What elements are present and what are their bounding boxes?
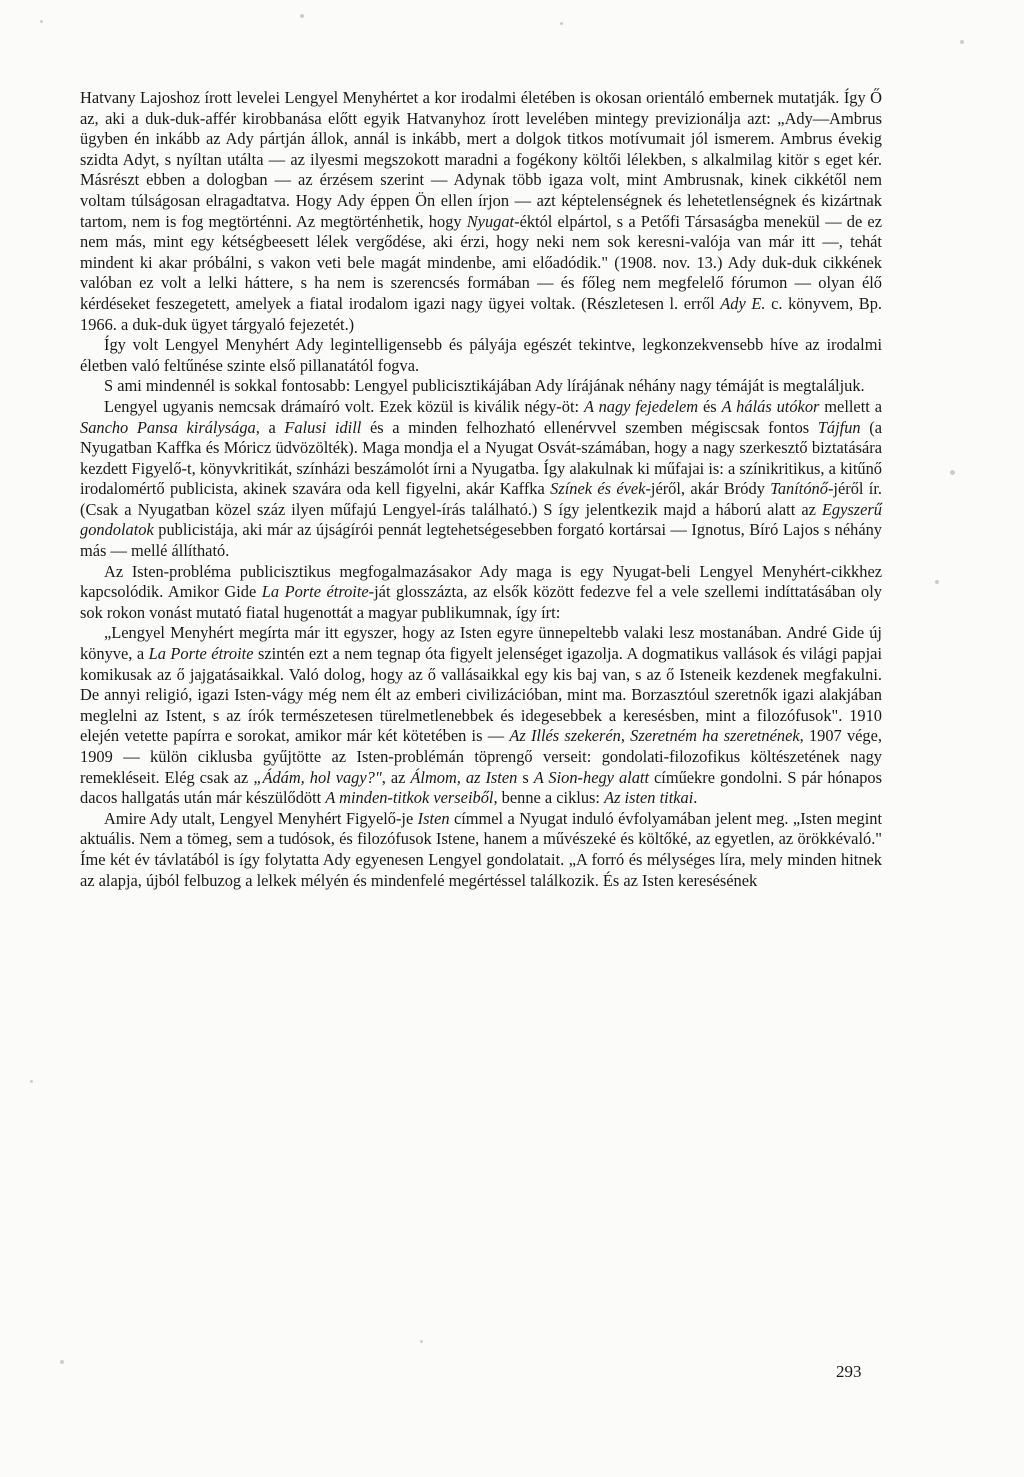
text-run: Így volt Lengyel Menyhért Ady legintelligensebb és pályája egészét tekintve, legkonzekvensebb híve az irodalmi életben való feltűnése szinte első pillanatától fogva. bbox=[80, 335, 882, 375]
paragraph bbox=[80, 562, 882, 624]
scan-speckle bbox=[950, 470, 955, 475]
italic-text: „Ádám, hol vagy?" bbox=[253, 767, 382, 787]
scan-speckle bbox=[420, 1340, 423, 1343]
text-run: szintén ezt a nem tegnap óta figyelt jelenséget igazolja. A dogmatikus vallások és világi papjai komikusak az ő jajgatásaikkal. Való dolog, hogy az ő vallásaikkal egy kis baj van, s az ő Isteneik kezdenek megfakulni. De annyi religió, igazi Isten-vágy még nem élt az emberi civilizációban, mint ma. Borzasztóul szeretnők igazi alakjában meglelni az Istent, s az írók természetesen türelmetlenebbek és idegesebbek a keresésben, mint a filozófusok". 1910 elején vetette papírra e sorokat, amikor már két kötetében is — bbox=[80, 644, 882, 746]
text-run: , benne a ciklus: bbox=[493, 788, 605, 808]
text-run: , a bbox=[255, 417, 285, 437]
text-run: , 1907 vége, 1909 — külön ciklusba gyűjtötte az Isten-problémán töprengő verseit: gondolati-filozofikus költészetének nagy remekléseit. Elég csak az bbox=[80, 726, 882, 787]
scan-speckle bbox=[560, 22, 563, 25]
text-run: mellett a bbox=[819, 396, 882, 416]
italic-text: A Sion-hegy alatt bbox=[533, 767, 649, 787]
scan-speckle bbox=[935, 580, 939, 584]
italic-text: La Porte étroite bbox=[148, 644, 254, 664]
scan-speckle bbox=[40, 20, 43, 23]
text-run: és bbox=[698, 396, 722, 416]
italic-text: Nyugat bbox=[466, 211, 515, 231]
text-run: „Lengyel Menyhért megírta már itt egyszer, hogy az Isten egyre ünnepeltebb valaki lesz mostanában. André Gide új könyve, a bbox=[80, 623, 882, 664]
italic-text: Sancho Pansa királysága bbox=[80, 417, 256, 437]
paragraph bbox=[80, 335, 882, 376]
italic-text: Egyszerű gondolatok bbox=[80, 499, 882, 540]
text-run: Hatvany Lajoshoz írott levelei Lengyel Menyhértet a kor irodalmi életében is okosan orientáló embernek mutatják. Így Ő az, aki a duk-duk-affér kirobbanása előtt egyik Hatvanyhoz írott levelében mintegy previzionálja azt: „Ady—Ambrus ügyben én inkább az Ady pártján állok, annál is inkább, mert a dolgok titkos motívumait jól ismerem. Ambrus évekig szidta Adyt, s nyíltan utálta — az ilyesmi megszokott maradni a fogékony költői lélekben, s alkalmilag kitör s eget kér. Másrészt ebben a dologban — az érzésem szerint — Adynak több igaza volt, mint Ambrusnak, kinek cikkétől nem voltam túlságosan elragadtatva. Hogy Ady éppen Ön ellen írjon — azt képtelenségnek és lehetetlenségnek és kizártnak tartom, nem is fog megtörténni. Az megtörténhetik, hogy bbox=[80, 88, 882, 231]
italic-text: Álmom, az Isten bbox=[410, 767, 518, 787]
text-run: -jéről ír. (Csak a Nyugatban közel száz ilyen műfajú Lengyel-írás található.) S így jelentkezik majd a háború alatt az bbox=[80, 479, 882, 519]
text-run: . bbox=[693, 788, 698, 808]
text-run: publicistája, aki már az újságírói pennát legtehetségesebben forgató kortársai — Ignotus, Bíró Lajos s néhány más — mellé állítható. bbox=[80, 520, 882, 561]
text-run: -éktól elpártol, s a Petőfi Társaságba menekül — de ez nem más, mint egy kétségbeesett lélek vergődése, aki érzi, hogy neki nem sok keresni-valója van már itt —, tehát mindent ki akar próbálni, s vakon veti bele magát mindenbe, ami előadódik." (1908. nov. 13.) Ady duk-duk cikkének valóban ez volt a lelki háttere, s ha nem is szerencsés formában — és főleg nem megfelelő fórumon — olyan élő kérdéseket feszegetett, amelyek a fiatal irodalom igazi nagy ügyei voltak. (Részletesen l. erről bbox=[80, 211, 882, 313]
text-run: c. könyvem, Bp. 1966. a duk-duk ügyet tárgyaló fejezetét.) bbox=[80, 293, 882, 334]
text-run: S ami mindennél is sokkal fontosabb: Lengyel publicisztikájában Ady lírájának néhány nagy témáját is megtaláljuk. bbox=[104, 376, 865, 396]
paragraph bbox=[80, 88, 882, 335]
page-body bbox=[80, 88, 882, 891]
text-run: , az bbox=[381, 767, 411, 787]
italic-text: Falusi idill bbox=[284, 417, 362, 437]
text-run: s bbox=[517, 767, 534, 787]
text-run: (a Nyugatban Kaffka és Móricz üdvözölték). Maga mondja el a Nyugat Osvát-számában, hogy a nagy szerkesztő biztatására kezdett Figyelő-t, könyvkritikát, színházi beszámolót írni a Nyugatba. Így alakulnak ki műfajai is: a színikritikus, a kitűnő irodalomértő publicista, akinek szavára oda kell figyelni, akár Kaffka bbox=[80, 417, 883, 499]
italic-text: A minden-titkok verseiből bbox=[325, 788, 494, 808]
page-number: 293 bbox=[836, 1362, 862, 1381]
italic-text: A nagy fejedelem bbox=[583, 396, 699, 416]
text-run: címmel a Nyugat induló évfolyamában jelent meg. „Isten megint aktuális. Nem a tömeg, sem a tudósok, és filozófusok Istene, hanem a művészeké és költőké, az egyetlen, az örökkévaló." Íme két év távlatából is így folytatta Ady egyenesen Lengyel gondolatait. „A forró és mélységes líra, mely minden hitnek az alapja, újból felbuzog a lelkek mélyén és mindenfelé megértéssel találkozik. És az Isten keresésének bbox=[80, 808, 883, 890]
scan-speckle bbox=[60, 1360, 64, 1364]
text-run: címűekre gondolni. S pár hónapos dacos hallgatás után már készülődött bbox=[80, 767, 882, 808]
italic-text: Színek és évek bbox=[550, 479, 646, 499]
text-run: Az Isten-probléma publicisztikus megfogalmazásakor Ady maga is egy Nyugat-beli Lengyel Menyhért-cikkhez kapcsolódik. Amikor Gide bbox=[80, 561, 882, 602]
italic-text: Ady E. bbox=[720, 293, 766, 313]
scan-speckle bbox=[30, 1080, 33, 1083]
paragraph bbox=[80, 376, 882, 397]
italic-text: Az isten titkai bbox=[604, 788, 694, 808]
italic-text: A hálás utókor bbox=[721, 396, 820, 416]
italic-text: Tájfun bbox=[817, 417, 861, 437]
paragraph bbox=[80, 623, 882, 808]
text-run: -ját glosszázta, az elsők között fedezve fel a vele szellemi indíttatásában oly sok rokon vonást mutató fiatal hugenottát a magyar publikumnak, így írt: bbox=[80, 582, 882, 622]
text-run: -jéről, akár Bródy bbox=[645, 479, 771, 499]
paragraph bbox=[80, 397, 882, 562]
scan-speckle bbox=[300, 14, 304, 18]
text-run: Lengyel ugyanis nemcsak drámaíró volt. Ezek közül is kiválik négy-öt: bbox=[104, 396, 584, 416]
italic-text: Az Illés szekerén, Szeretném ha szeretnének bbox=[509, 726, 800, 746]
italic-text: Tanítónő bbox=[770, 479, 828, 499]
italic-text: Isten bbox=[417, 808, 450, 828]
scan-speckle bbox=[960, 40, 964, 44]
text-run: és a minden felhozható ellenérvvel szemben mégiscsak fontos bbox=[361, 417, 818, 437]
italic-text: La Porte étroite bbox=[261, 582, 369, 602]
paragraph bbox=[80, 809, 882, 891]
text-run: Amire Ady utalt, Lengyel Menyhért Figyelő-je bbox=[104, 808, 418, 828]
